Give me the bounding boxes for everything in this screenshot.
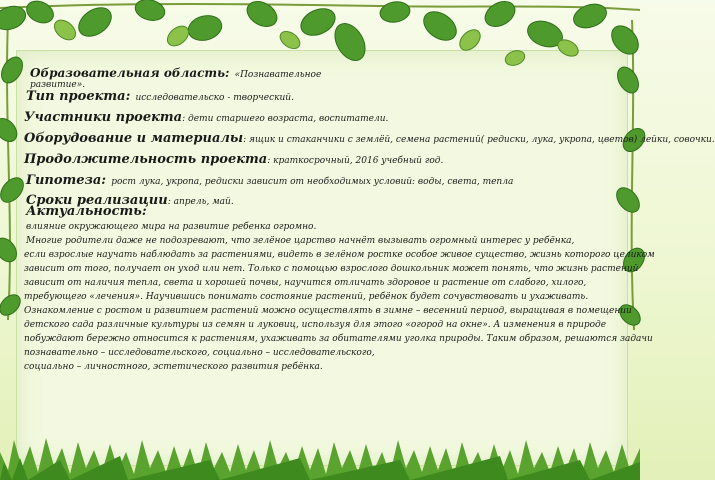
relevance-line-11: социально – личностного, эстетического развития ребёнка.	[24, 362, 323, 372]
relevance-line-6: требующего «лечения». Научившись понимать состояние растений, ребёнок будет сочувствовать и ухаживать.	[24, 292, 589, 302]
equipment-line	[24, 127, 715, 146]
terms-label: Сроки реализации	[26, 193, 168, 208]
duration-line	[24, 148, 443, 167]
type-line	[26, 85, 294, 104]
hypothesis-value: рост лука, укропа, редиски зависит от необходимых условий: воды, света, тепла	[111, 177, 514, 187]
relevance-line-4: зависит от того, получает он уход или нет. Только с помощью взрослого дошкольник может понять, что жизнь растений	[24, 264, 639, 274]
duration-value: : краткосрочный, 2016 учебный год.	[267, 156, 444, 166]
equipment-label: Оборудование и материалы	[24, 131, 244, 146]
relevance-line-10: познавательно – исследовательского, социально – исследовательского,	[24, 348, 375, 358]
relevance-line-2: Многие родители даже не подозревают, что зелёное царство начнёт вызывать огромный интерес у ребёнка,	[26, 236, 575, 246]
relevance-line-3: если взрослые научать наблюдать за растениями, видеть в зелёном ростке особое живое существо, жизнь которого целиком	[24, 250, 655, 260]
relevance-line-7: Ознакомление с ростом и развитием растений можно осуществлять в зимне – весенний период, выращивая в помещении	[24, 306, 632, 316]
type-value: исследовательско - творческий.	[135, 93, 294, 103]
relevance-line-8: детского сада различные культуры из семян и луковиц, используя для этого «огород на окне». А изменения в природе	[24, 320, 607, 330]
participants-value: : дети старшего возраста, воспитатели.	[182, 114, 389, 124]
relevance-line-1: влияние окружающего мира на развитие ребенка огромно.	[26, 222, 317, 232]
relevance-line-5: зависит от наличия тепла, света и хорошей почвы, научится отличать здоровое и растение от слабого, хилого,	[24, 278, 587, 288]
equipment-value: : ящик и стаканчики с землёй, семена растений( редиски, лука, укропа, цветов) лейки, совочки.	[243, 135, 715, 145]
terms-value: : апрель, май.	[167, 197, 234, 207]
hypothesis-label: Гипотеза:	[26, 173, 107, 188]
area-line	[30, 62, 321, 81]
area-value-cont: развитие».	[30, 80, 86, 90]
hypothesis-line	[26, 169, 513, 188]
participants-line	[24, 106, 388, 125]
relevance-label: Актуальность:	[26, 204, 147, 219]
participants-label: Участники проекта	[24, 110, 183, 125]
relevance-line-9: побуждают бережно относится к растениям, ухаживать за обитателями уголка природы. Таким образом, решаются задачи	[24, 334, 653, 344]
duration-label: Продолжительность проекта	[24, 152, 268, 167]
type-label: Тип проекта:	[26, 89, 131, 104]
area-label: Образовательная область:	[30, 66, 230, 80]
area-value: «Познавательное	[234, 70, 322, 80]
